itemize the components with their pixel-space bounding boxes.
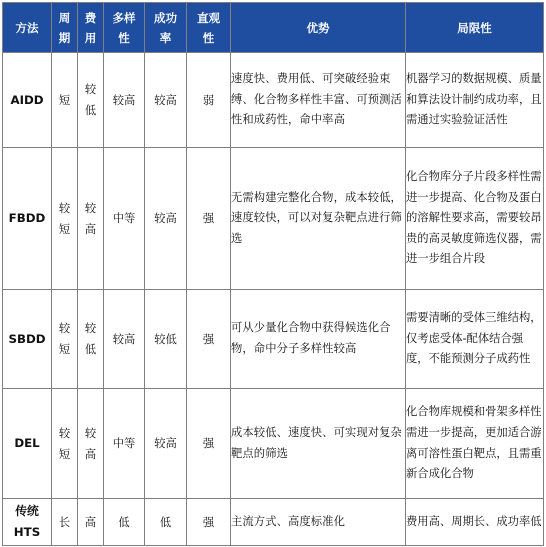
- advantage-cell: 速度快、费用低、可突破经验束缚、化合物多样性丰富、可预测活性和成药性，命中率高: [231, 53, 406, 148]
- header-method: 方法: [3, 3, 52, 53]
- cost-cell-char: 较: [84, 426, 97, 440]
- cost-cell-char: 高: [84, 222, 97, 236]
- header-success-rate: [145, 3, 187, 53]
- header-diversity: [104, 3, 145, 53]
- cost-cell: [78, 148, 104, 290]
- success-rate-cell: 较高: [145, 53, 187, 148]
- intuitiveness-cell: 强: [187, 389, 231, 499]
- header-line: 费: [84, 10, 97, 25]
- method-cell: SBDD: [3, 290, 52, 389]
- table-row: [3, 53, 544, 148]
- intuitiveness-cell: 强: [187, 290, 231, 389]
- header-intuitiveness: [187, 3, 231, 53]
- header-line: 成功: [154, 10, 177, 25]
- cycle-cell-char: 短: [58, 343, 71, 356]
- cycle-cell: [52, 389, 78, 499]
- cycle-cell-char: 短: [58, 447, 71, 461]
- cycle-cell: [52, 499, 78, 546]
- cycle-cell: [52, 148, 78, 290]
- cost-cell-char: 低: [84, 343, 97, 356]
- header-cycle: [52, 3, 78, 53]
- method-cell: DEL: [3, 389, 52, 499]
- cost-cell-text: 高: [84, 515, 97, 529]
- success-rate-cell: 较低: [145, 290, 187, 389]
- header-line: 率: [159, 30, 172, 45]
- advantage-cell: 无需构建完整化合物，成本较低，速度较快，可以对复杂靶点进行筛选: [231, 148, 406, 290]
- header-line: 周: [58, 10, 71, 25]
- success-rate-cell: 较高: [145, 389, 187, 499]
- cost-cell: [78, 53, 104, 148]
- success-rate-cell: 较高: [145, 148, 187, 290]
- cost-cell-char: 低: [84, 104, 97, 117]
- cost-cell: [78, 290, 104, 389]
- header-line: 性: [202, 30, 215, 45]
- cost-cell-char: 较: [84, 83, 97, 96]
- header-line: 性: [118, 30, 130, 45]
- drug-discovery-methods-table: [2, 2, 544, 546]
- limitation-cell: 机器学习的数据规模、质量和算法设计制约成功率，且需通过实验验证活性: [406, 53, 544, 148]
- advantage-cell: 主流方式、高度标准化: [231, 499, 406, 546]
- cycle-cell-char: 较: [58, 322, 71, 335]
- cycle-cell-char: 短: [58, 222, 71, 236]
- cost-cell: [78, 389, 104, 499]
- limitation-cell: 化合物库分子片段多样性需进一步提高、化合物及蛋白的溶解性要求高，需要较昂贵的高灵敏度筛选仪器，需进一步组合片段: [406, 148, 544, 290]
- header-limitation: 局限性: [406, 3, 544, 53]
- header-line: 多样: [112, 10, 136, 25]
- limitation-cell: 化合物库规模和骨架多样性需进一步提高，更加适合游离可溶性蛋白靶点，且需重新合成化合物: [406, 389, 544, 499]
- diversity-cell: 较高: [104, 53, 145, 148]
- cost-cell-char: 较: [84, 201, 97, 215]
- cycle-cell-text: 长: [58, 515, 71, 529]
- diversity-cell: 较高: [104, 290, 145, 389]
- method-cell: FBDD: [3, 148, 52, 290]
- header-row: [3, 3, 544, 53]
- cycle-cell: [52, 290, 78, 389]
- table-row: [3, 499, 544, 546]
- cost-cell-char: 高: [84, 447, 97, 461]
- cycle-cell-char: 较: [58, 201, 71, 215]
- success-rate-cell: 低: [145, 499, 187, 546]
- intuitiveness-cell: 强: [187, 148, 231, 290]
- table-row: [3, 290, 544, 389]
- method-cell: AIDD: [3, 53, 52, 148]
- cycle-cell-char: 较: [58, 426, 71, 440]
- diversity-cell: 中等: [104, 148, 145, 290]
- header-advantage: 优势: [231, 3, 406, 53]
- cost-cell: [78, 499, 104, 546]
- diversity-cell: 低: [104, 499, 145, 546]
- diversity-cell: 中等: [104, 389, 145, 499]
- intuitiveness-cell: 强: [187, 499, 231, 546]
- limitation-cell: 费用高、周期长、成功率低: [406, 499, 544, 546]
- header-line: 用: [84, 30, 97, 45]
- table-row: [3, 389, 544, 499]
- header-cost: [78, 3, 104, 53]
- table-row: [3, 148, 544, 290]
- method-line: 传统: [15, 504, 39, 518]
- cycle-cell: [52, 53, 78, 148]
- intuitiveness-cell: 弱: [187, 53, 231, 148]
- header-line: 直观: [197, 10, 220, 25]
- method-cell: [3, 499, 52, 546]
- cycle-cell-text: 短: [58, 93, 71, 107]
- advantage-cell: 可从少量化合物中获得候选化合物，命中分子多样性较高: [231, 290, 406, 389]
- advantage-cell: 成本较低、速度快、可实现对复杂靶点的筛选: [231, 389, 406, 499]
- method-line: HTS: [13, 525, 41, 539]
- cost-cell-char: 较: [84, 322, 97, 335]
- limitation-cell: 需要清晰的受体三维结构，仅考虑受体-配体结合强度，不能预测分子成药性: [406, 290, 544, 389]
- header-line: 期: [58, 30, 71, 45]
